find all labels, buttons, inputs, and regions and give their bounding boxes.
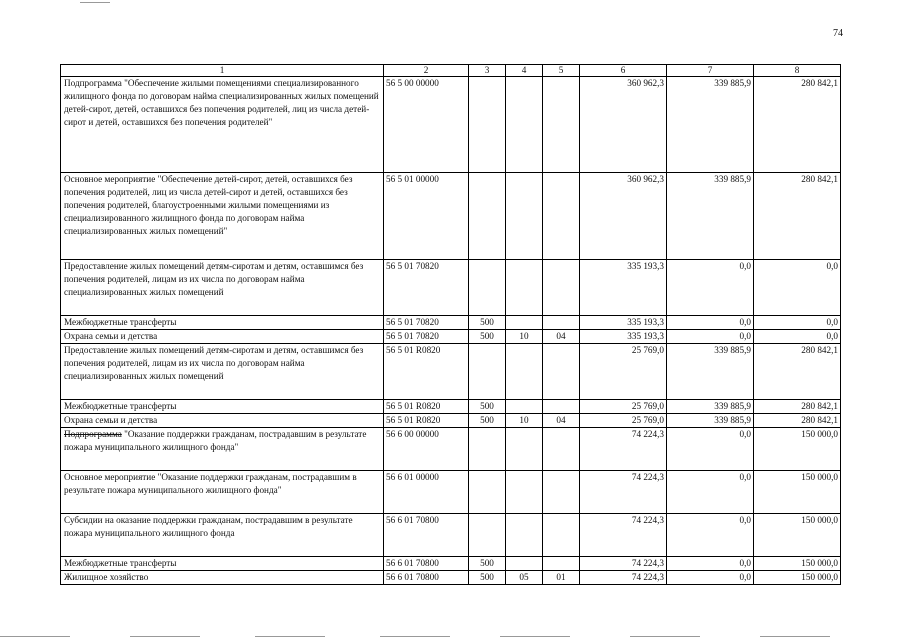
scan-edge-line [80, 2, 110, 3]
row-name: Межбюджетные трансферты [61, 400, 384, 414]
row-col4 [506, 514, 543, 557]
row-value-6: 335 193,3 [580, 316, 667, 330]
row-col4 [506, 77, 543, 173]
row-value-8: 150 000,0 [754, 428, 841, 471]
row-value-8: 150 000,0 [754, 514, 841, 557]
table-row [61, 316, 841, 330]
row-code: 56 5 01 00000 [384, 173, 469, 260]
row-col4: 05 [506, 571, 543, 585]
row-value-8: 280 842,1 [754, 173, 841, 260]
row-col5 [543, 428, 580, 471]
row-value-7: 0,0 [667, 571, 754, 585]
row-col4 [506, 428, 543, 471]
row-name: Основное мероприятие "Обеспечение детей-сирот, детей, оставшихся без попечения родителей, лиц из числа детей-сирот и детей, оставшихся без попечения родителей, благоустроенными жилыми помещениями из специализированного жилищного фонда по договорам найма специализированных жилых помещений" [61, 173, 384, 260]
row-col4 [506, 173, 543, 260]
row-col4 [506, 260, 543, 316]
row-col3: 500 [469, 330, 506, 344]
row-col3: 500 [469, 316, 506, 330]
table-row [61, 428, 841, 471]
row-value-7: 339 885,9 [667, 344, 754, 400]
row-col3 [469, 77, 506, 173]
row-col4: 10 [506, 414, 543, 428]
row-value-6: 360 962,3 [580, 173, 667, 260]
table-row [61, 400, 841, 414]
table-row [61, 557, 841, 571]
row-code: 56 5 01 R0820 [384, 414, 469, 428]
row-code: 56 6 01 70800 [384, 571, 469, 585]
row-col5 [543, 557, 580, 571]
column-header: 3 [469, 65, 506, 77]
row-name: Охрана семьи и детства [61, 414, 384, 428]
row-col3: 500 [469, 400, 506, 414]
column-header: 1 [61, 65, 384, 77]
row-col5 [543, 514, 580, 557]
table-row [61, 471, 841, 514]
row-value-6: 335 193,3 [580, 260, 667, 316]
table-header-row [61, 65, 841, 77]
row-col3: 500 [469, 414, 506, 428]
row-value-6: 74 224,3 [580, 514, 667, 557]
table-row [61, 514, 841, 557]
row-value-6: 335 193,3 [580, 330, 667, 344]
scan-edge-line [0, 636, 70, 637]
table-row [61, 173, 841, 260]
row-code: 56 5 01 70820 [384, 330, 469, 344]
scan-edge-line [255, 636, 325, 637]
row-value-7: 339 885,9 [667, 77, 754, 173]
row-col3: 500 [469, 557, 506, 571]
row-code: 56 5 01 70820 [384, 260, 469, 316]
row-value-6: 74 224,3 [580, 571, 667, 585]
column-header: 5 [543, 65, 580, 77]
struck-out-word: Подпрограмма [64, 429, 122, 439]
row-code: 56 5 01 R0820 [384, 400, 469, 414]
row-col5 [543, 471, 580, 514]
row-col3 [469, 260, 506, 316]
table-row [61, 414, 841, 428]
row-value-6: 25 769,0 [580, 344, 667, 400]
row-col5 [543, 344, 580, 400]
row-name: Субсидии на оказание поддержки гражданам, пострадавшим в результате пожара муниципального жилищного фонда [61, 514, 384, 557]
scan-edge-line [760, 636, 830, 637]
column-header: 2 [384, 65, 469, 77]
row-name: Предоставление жилых помещений детям-сиротам и детям, оставшимся без попечения родителей, лицам из их числа по договорам найма специализированных жилых помещений [61, 344, 384, 400]
row-col3 [469, 344, 506, 400]
row-col4 [506, 471, 543, 514]
row-col5: 01 [543, 571, 580, 585]
row-name: Жилищное хозяйство [61, 571, 384, 585]
row-name: Предоставление жилых помещений детям-сиротам и детям, оставшимся без попечения родителей, лицам из их числа по договорам найма специализированных жилых помещений [61, 260, 384, 316]
row-code: 56 6 01 00000 [384, 471, 469, 514]
scan-edge-line [630, 636, 700, 637]
row-value-8: 280 842,1 [754, 414, 841, 428]
row-value-8: 150 000,0 [754, 471, 841, 514]
row-col3 [469, 428, 506, 471]
row-value-7: 0,0 [667, 316, 754, 330]
column-header: 4 [506, 65, 543, 77]
row-value-7: 339 885,9 [667, 414, 754, 428]
row-col5 [543, 260, 580, 316]
row-value-8: 0,0 [754, 260, 841, 316]
table-row [61, 260, 841, 316]
row-col3 [469, 471, 506, 514]
column-header: 7 [667, 65, 754, 77]
row-name: Межбюджетные трансферты [61, 557, 384, 571]
row-col5 [543, 400, 580, 414]
row-value-7: 339 885,9 [667, 173, 754, 260]
row-value-8: 280 842,1 [754, 77, 841, 173]
column-header: 8 [754, 65, 841, 77]
row-code: 56 5 01 R0820 [384, 344, 469, 400]
row-name [61, 428, 384, 471]
column-header: 6 [580, 65, 667, 77]
row-value-7: 0,0 [667, 557, 754, 571]
row-name: Подпрограмма "Обеспечение жилыми помещениями специализированного жилищного фонда по договорам найма специализированных жилых помещений детей-сирот, детей, оставшихся без попечения родителей, лиц из числа детей-сирот и детей, оставшихся без попечения родителей" [61, 77, 384, 173]
table-row [61, 571, 841, 585]
row-col4 [506, 344, 543, 400]
row-col3 [469, 173, 506, 260]
row-value-7: 339 885,9 [667, 400, 754, 414]
row-value-6: 25 769,0 [580, 414, 667, 428]
row-col4 [506, 557, 543, 571]
row-col5: 04 [543, 414, 580, 428]
row-name: Межбюджетные трансферты [61, 316, 384, 330]
row-code: 56 5 00 00000 [384, 77, 469, 173]
row-name-text: "Оказание поддержки гражданам, пострадавшим в результате пожара муниципального жилищного фонда" [64, 429, 367, 452]
table-row [61, 344, 841, 400]
scan-edge-line [130, 636, 200, 637]
row-value-8: 0,0 [754, 316, 841, 330]
row-col5 [543, 316, 580, 330]
row-value-8: 280 842,1 [754, 344, 841, 400]
row-value-8: 0,0 [754, 330, 841, 344]
row-col5 [543, 77, 580, 173]
page-number: 74 [833, 28, 843, 39]
row-code: 56 6 01 70800 [384, 557, 469, 571]
row-value-7: 0,0 [667, 330, 754, 344]
row-col4 [506, 316, 543, 330]
row-col3 [469, 514, 506, 557]
table-row [61, 77, 841, 173]
row-value-6: 360 962,3 [580, 77, 667, 173]
scan-edge-line [500, 636, 570, 637]
row-col5 [543, 173, 580, 260]
table-row [61, 330, 841, 344]
row-code: 56 6 01 70800 [384, 514, 469, 557]
row-name: Основное мероприятие "Оказание поддержки гражданам, пострадавшим в результате пожара муниципального жилищного фонда" [61, 471, 384, 514]
row-value-7: 0,0 [667, 471, 754, 514]
row-value-7: 0,0 [667, 514, 754, 557]
row-value-6: 74 224,3 [580, 428, 667, 471]
row-value-6: 25 769,0 [580, 400, 667, 414]
row-col4: 10 [506, 330, 543, 344]
scan-edge-line [380, 636, 450, 637]
row-col5: 04 [543, 330, 580, 344]
row-col3: 500 [469, 571, 506, 585]
row-name: Охрана семьи и детства [61, 330, 384, 344]
row-col4 [506, 400, 543, 414]
row-value-8: 280 842,1 [754, 400, 841, 414]
row-value-8: 150 000,0 [754, 571, 841, 585]
row-value-6: 74 224,3 [580, 471, 667, 514]
budget-table [60, 64, 841, 585]
row-code: 56 6 00 00000 [384, 428, 469, 471]
row-value-7: 0,0 [667, 428, 754, 471]
row-value-8: 150 000,0 [754, 557, 841, 571]
row-code: 56 5 01 70820 [384, 316, 469, 330]
row-value-6: 74 224,3 [580, 557, 667, 571]
row-value-7: 0,0 [667, 260, 754, 316]
